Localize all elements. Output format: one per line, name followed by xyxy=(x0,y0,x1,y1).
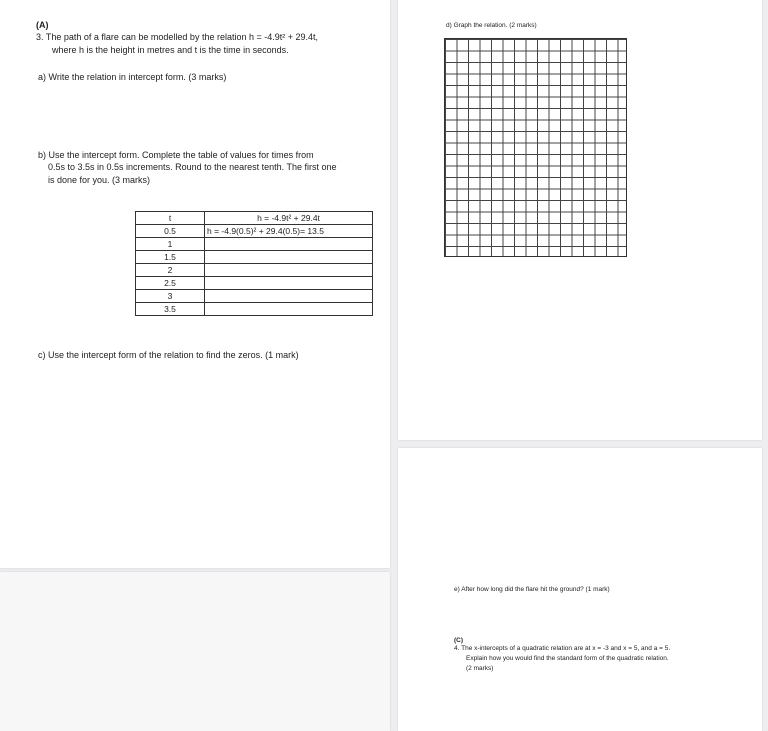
table-cell-h: h = -4.9(0.5)² + 29.4(0.5)= 13.5 xyxy=(205,225,373,238)
table-header-t: t xyxy=(136,212,205,225)
part-e-question: e) After how long did the flare hit the ground? (1 mark) xyxy=(454,586,610,593)
table-cell-t: 1.5 xyxy=(136,251,205,264)
table-row xyxy=(136,290,373,303)
table-row xyxy=(136,225,373,238)
problem-4-line2: Explain how you would find the standard form of the quadratic relation. xyxy=(466,655,669,662)
problem-3-line1: 3. The path of a flare can be modelled by the relation h = -4.9t² + 29.4t, xyxy=(36,32,319,42)
part-d-question: d) Graph the relation. (2 marks) xyxy=(446,22,537,29)
graph-paper-grid[interactable] xyxy=(444,38,627,257)
table-of-values xyxy=(135,211,373,316)
section-a-label: (A) xyxy=(36,20,49,30)
table-row xyxy=(136,251,373,264)
table-cell-t: 3.5 xyxy=(136,303,205,316)
table-cell-t: 1 xyxy=(136,238,205,251)
table-cell-t: 2 xyxy=(136,264,205,277)
problem-4-line3: (2 marks) xyxy=(466,665,494,672)
problem-4-line1: 4. The x-intercepts of a quadratic relation are at x = -3 and x = 5, and a = 5. xyxy=(454,645,671,652)
worksheet-page-left-lower xyxy=(0,572,390,731)
table-row xyxy=(136,238,373,251)
part-b-line1: b) Use the intercept form. Complete the table of values for times from xyxy=(38,150,314,160)
table-cell-t: 0.5 xyxy=(136,225,205,238)
section-c-label: (C) xyxy=(454,637,464,644)
table-row xyxy=(136,264,373,277)
table-header-row xyxy=(136,212,373,225)
table-cell-h xyxy=(205,264,373,277)
table-header-h: h = -4.9t² + 29.4t xyxy=(205,212,373,225)
table-row xyxy=(136,277,373,290)
table-cell-h xyxy=(205,251,373,264)
part-b-line2: 0.5s to 3.5s in 0.5s increments. Round to the nearest tenth. The first one xyxy=(48,162,337,172)
table-cell-h xyxy=(205,303,373,316)
part-a-question: a) Write the relation in intercept form. (3 marks) xyxy=(38,72,227,82)
part-b-line3: is done for you. (3 marks) xyxy=(48,175,151,185)
table-cell-t: 3 xyxy=(136,290,205,303)
table-row xyxy=(136,303,373,316)
table-cell-h xyxy=(205,238,373,251)
problem-3-line2: where h is the height in metres and t is the time in seconds. xyxy=(52,45,289,55)
table-cell-h xyxy=(205,277,373,290)
part-c-question: c) Use the intercept form of the relation to find the zeros. (1 mark) xyxy=(38,350,299,360)
table-cell-t: 2.5 xyxy=(136,277,205,290)
table-cell-h xyxy=(205,290,373,303)
